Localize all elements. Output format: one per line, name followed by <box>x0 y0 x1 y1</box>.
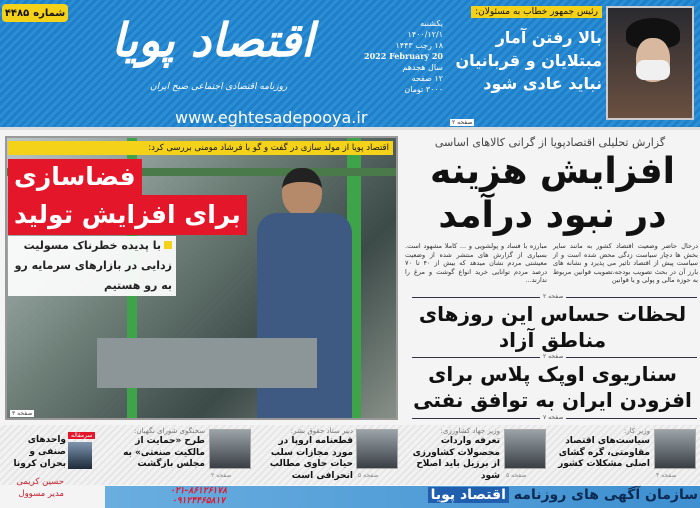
date-block <box>355 18 443 95</box>
bottom-story[interactable] <box>255 427 400 483</box>
portrait-photo <box>356 429 398 469</box>
story-title: قطعنامه اروپا در مورد مجازات سلب حیات حاوی مطالب انحرافی است <box>269 436 353 481</box>
photo-story-headline-1[interactable]: فضاسازی <box>8 159 142 195</box>
newspaper-logo: اقتصاد پویا <box>111 13 314 67</box>
article-column-2: مبارزه با فساد و پولشویی و ... کاملا مشهود است. بسیاری از گزارش های منتشر شده از وضعیت معیشتی مردم نشان میدهد که بیش از ۴۰ تا ۷۰ درصد مردم توانایی خرید انواع گوشت و مرغ را ندارند... <box>405 242 547 284</box>
page-ref: صفحه ۵ <box>358 472 379 479</box>
main-kicker: گزارش تحلیلی اقتصادپویا از گرانی کالاهای اساسی <box>434 136 666 149</box>
story-role: سخنگوی شورای نگهبان: <box>134 427 205 435</box>
tagline: روزنامه اقتصادی اجتماعی صبح ایران <box>150 82 288 92</box>
solar-date: ۱۴۰۰/۱۲/۱ <box>407 30 443 39</box>
author-name: حسین کریمی <box>16 477 64 487</box>
gregorian-date: 2022 February 20 <box>364 51 443 61</box>
lead-label: رئیس جمهور خطاب به مسئولان: <box>471 6 602 18</box>
issue-number-badge <box>2 4 68 22</box>
story-title: تعرفه واردات محصولات کشاورزی از برزیل باید اصلاح شود <box>412 436 500 481</box>
portrait-photo <box>209 429 251 469</box>
author-role: مدیر مسوول <box>18 489 64 499</box>
bottom-story[interactable] <box>402 427 548 483</box>
price: ۳۰۰۰ تومان <box>404 85 443 94</box>
page-ref: صفحه ۲ <box>452 119 473 126</box>
photo-story-headline-2[interactable]: برای افزایش تولید <box>8 195 247 235</box>
story-title: طرح «حمایت از مالکیت صنعتی» به مجلس بازگشت <box>123 436 205 469</box>
editorial-title[interactable]: واحدهای صنفی و بحران کرونا <box>13 435 66 469</box>
story-role: وزیر جهاد کشاورزی: <box>440 427 500 435</box>
bottom-story[interactable] <box>552 427 698 483</box>
weekday: یکشنبه <box>420 19 443 28</box>
volume-year: سال هجدهم <box>402 63 443 72</box>
page-ref: صفحه ۲ <box>540 353 566 361</box>
ad-brand: اقتصاد پویا <box>428 487 509 503</box>
lead-headline[interactable]: بالا رفتن آمار مبتلایان و قربانیان نباید عادی شود <box>455 28 602 93</box>
lead-photo <box>606 6 694 120</box>
subhead-text: با پدیده خطرناک مسولیت زدایی در بازارهای سرمایه رو به رو هستیم <box>14 239 172 292</box>
ad-phone-numbers <box>170 486 227 506</box>
page-ref: صفحه ۷ <box>540 414 566 422</box>
issue-label: شماره <box>33 7 66 19</box>
lunar-date: ۱۸ رجب ۱۴۴۳ <box>395 41 443 50</box>
photo-story-label: اقتصاد پویا از مولد سازی در گفت و گو با فرشاد مومنی بررسی کرد: <box>8 141 393 155</box>
portrait-photo <box>504 429 546 469</box>
photo-story-subhead <box>8 236 176 296</box>
page-ref: صفحه ۲ <box>540 293 566 301</box>
story-role: دبیر ستاد حقوق بشر: <box>290 427 353 435</box>
story-role: وزیر کار: <box>623 427 650 435</box>
ad-text <box>300 487 698 503</box>
story2-headline[interactable]: لحظات حساس این روزهای مناطق آزاد <box>418 302 687 352</box>
editorial-author <box>4 476 64 500</box>
ad-phone-2: ۰۹۱۲۴۴۶۵۸۱۷ <box>171 496 226 506</box>
page-ref: صفحه ۳ <box>211 472 232 479</box>
website-url[interactable]: www.eghtesadepooya.ir <box>175 108 368 127</box>
ad-phone-1: ۰۲۱-۸۶۱۲۶۱۷۸ <box>170 486 227 496</box>
portrait-photo <box>654 429 696 469</box>
page-ref: صفحه ۵ <box>506 472 527 479</box>
story-title: سیاست‌های اقتصاد مقاومتی، گره گشای اصلی مشکلات کشور <box>558 436 650 469</box>
bullet-icon <box>164 241 172 249</box>
editorial-badge: سرمقاله <box>68 432 95 439</box>
editorial-author-photo <box>68 442 92 469</box>
story3-headline[interactable]: سناریوی اوپک پلاس برای افزودن ایران به توافق نفتی <box>413 362 692 412</box>
page-ref: صفحه ۳ <box>12 410 33 417</box>
page-ref: صفحه ۴ <box>656 472 677 479</box>
issue-number: ۴۴۸۵ <box>4 7 30 19</box>
page-count: ۱۲ صفحه <box>411 74 443 83</box>
article-column-1: درحال حاضر وضعیت اقتصاد کشور به مانند سایر بخش ها دچار سیاست زدگی محض شده است و از سیاست پیش از اقتصاد تاثیر می پذیرد و نشانه های بارز آن در بحث تصویب بودجه،تصویب قوانین مربوط به حوزه مالی و پولی و یا قوانین <box>553 242 698 284</box>
main-headline[interactable]: افزایش هزینه در نبود درآمد <box>430 151 675 236</box>
ad-text-main: سازمان آگهی های روزنامه <box>513 487 698 503</box>
bottom-story[interactable] <box>105 427 253 483</box>
